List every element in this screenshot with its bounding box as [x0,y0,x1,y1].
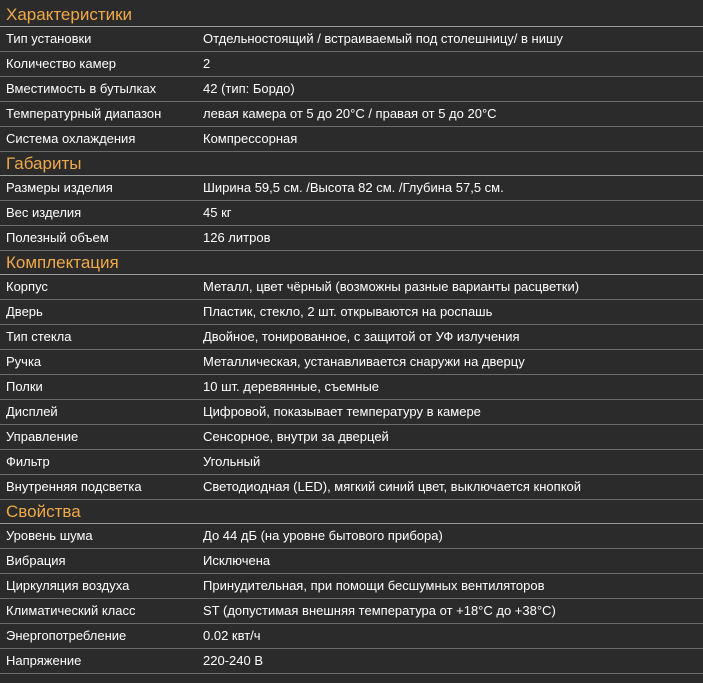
section-header-characteristics: Характеристики [0,3,703,27]
row-label: Вибрация [6,553,66,568]
row-label: Дверь [6,304,43,319]
row-label: Полки [6,379,43,394]
row-label: Тип установки [6,31,92,46]
row-value: Цифровой, показывает температуру в камере [203,404,481,419]
row-value: Исключена [203,553,271,568]
table-row [0,574,703,599]
table-row [0,77,703,102]
row-label: Температурный диапазон [6,106,162,121]
row-label: Управление [6,429,79,444]
row-value: левая камера от 5 до 20°С / правая от 5 до 20°С [203,106,497,121]
row-label: Напряжение [6,653,82,668]
row-value: Ширина 59,5 см. /Высота 82 см. /Глубина 57,5 см. [203,180,504,195]
row-value: 0.02 квт/ч [203,628,261,643]
table-row [0,475,703,500]
table-row [0,524,703,549]
table-row [0,350,703,375]
row-value: Светодиодная (LED), мягкий синий цвет, выключается кнопкой [203,479,582,494]
table-row [0,52,703,77]
row-value: Пластик, стекло, 2 шт. открываются на роспашь [203,304,493,319]
table-row [0,226,703,251]
row-value: Угольный [203,454,261,469]
row-value: Компрессорная [203,131,298,146]
table-row [0,27,703,52]
row-label: Фильтр [6,454,50,469]
row-label: Размеры изделия [6,180,113,195]
row-label: Полезный объем [6,230,109,245]
row-label: Система охлаждения [6,131,136,146]
row-value: Металлическая, устанавливается снаружи на дверцу [203,354,525,369]
row-label: Вместимость в бутылках [6,81,157,96]
row-label: Ручка [6,354,42,369]
row-label: Корпус [6,279,48,294]
row-label: Климатический класс [6,603,136,618]
table-row [0,127,703,152]
table-row [0,275,703,300]
row-label: Уровень шума [6,528,93,543]
row-value: Отдельностоящий / встраиваемый под столешницу/ в нишу [203,31,563,46]
row-value: Металл, цвет чёрный (возможны разные варианты расцветки) [203,279,580,294]
row-value: 2 [203,56,211,71]
row-value: Сенсорное, внутри за дверцей [203,429,389,444]
row-label: Тип стекла [6,329,72,344]
table-row [0,599,703,624]
table-row [0,400,703,425]
row-label: Вес изделия [6,205,82,220]
table-row [0,325,703,350]
row-label: Энергопотребление [6,628,127,643]
row-value: 42 (тип: Бордо) [203,81,295,96]
row-value: Принудительная, при помощи бесшумных вентиляторов [203,578,545,593]
row-value: 220-240 В [203,653,263,668]
row-value: ST (допустимая внешняя температура от +18°С до +38°С) [203,603,556,618]
section-header-properties: Свойства [0,500,703,524]
row-value: До 44 дБ (на уровне бытового прибора) [203,528,443,543]
table-row [0,425,703,450]
row-label: Количество камер [6,56,117,71]
table-row [0,300,703,325]
row-label: Циркуляция воздуха [6,578,130,593]
table-row [0,649,703,674]
table-row [0,176,703,201]
table-row [0,201,703,226]
row-label: Внутренняя подсветка [6,479,142,494]
row-label: Дисплей [6,404,58,419]
row-value: 10 шт. деревянные, съемные [203,379,380,394]
section-header-equipment: Комплектация [0,251,703,275]
table-row [0,549,703,574]
row-value: 126 литров [203,230,271,245]
table-row [0,102,703,127]
table-row [0,450,703,475]
row-value: Двойное, тонированное, с защитой от УФ излучения [203,329,520,344]
row-value: 45 кг [203,205,232,220]
table-row [0,624,703,649]
table-row [0,375,703,400]
section-header-dimensions: Габариты [0,152,703,176]
